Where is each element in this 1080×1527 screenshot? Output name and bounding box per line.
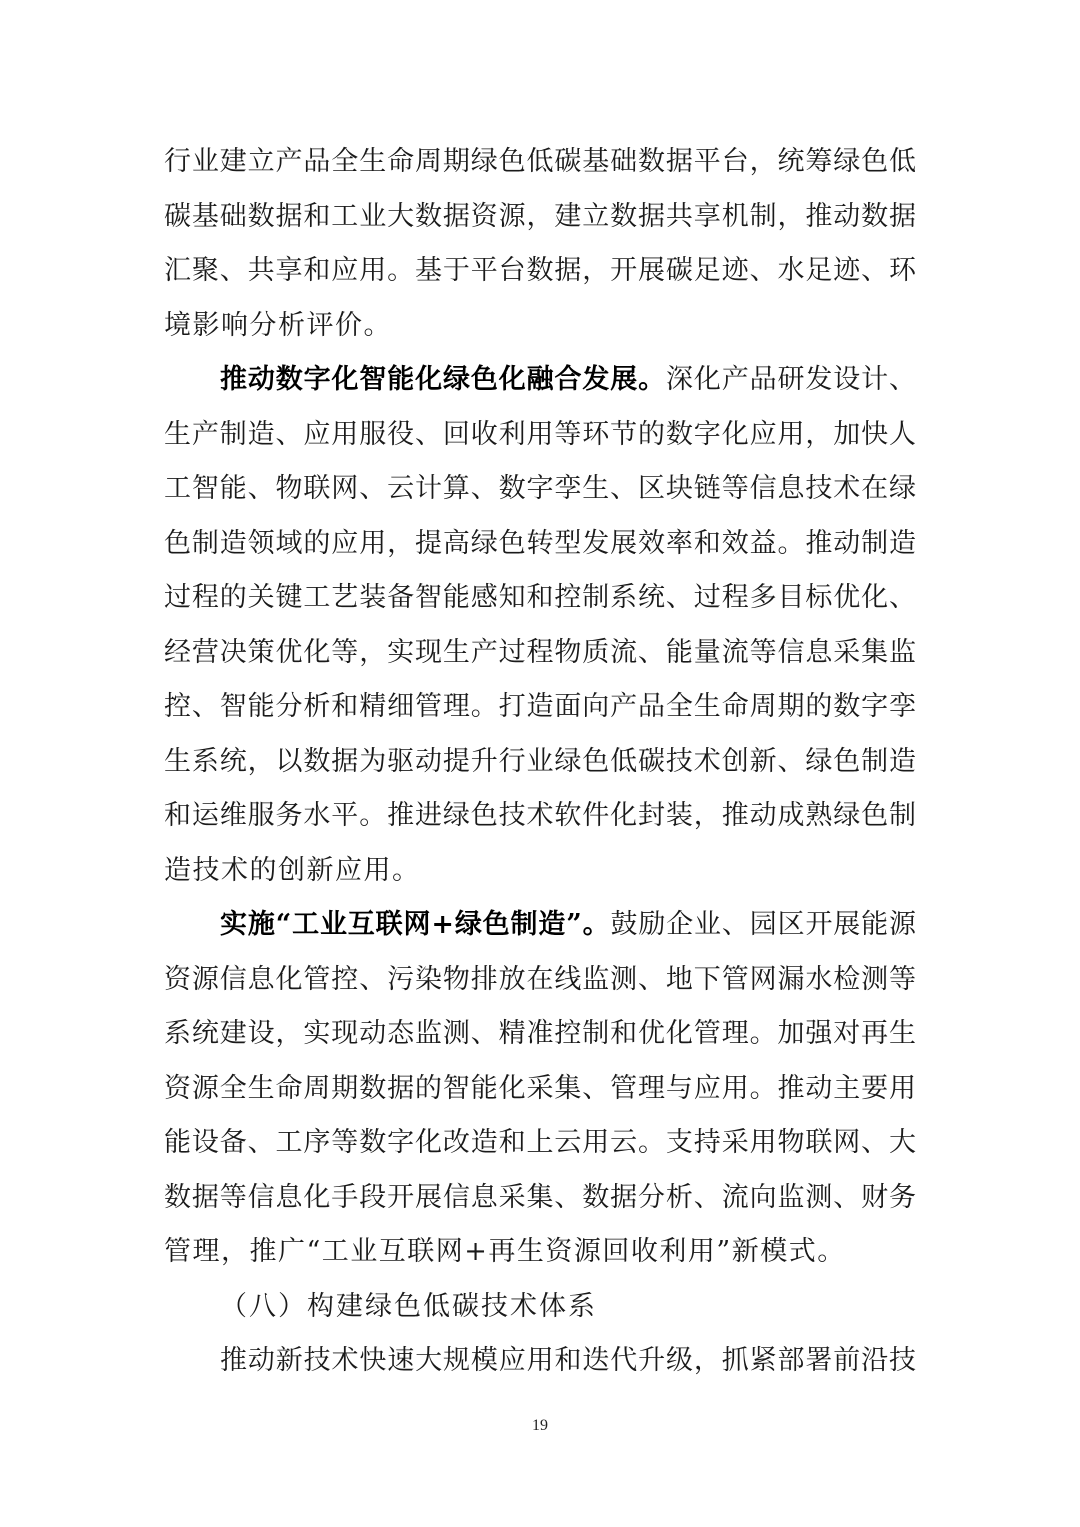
body-text (164, 135, 916, 1389)
paragraph-text: 深化产品研发设计、 (666, 364, 916, 395)
paragraph-first-line (164, 898, 916, 953)
paragraph-line: 和运维服务水平。推进绿色技术软件化封装，推动成熟绿色制 (164, 800, 916, 831)
paragraph-line: 控、智能分析和精细管理。打造面向产品全生命周期的数字孪 (164, 691, 916, 722)
paragraph-line: 行业建立产品全生命周期绿色低碳基础数据平台，统筹绿色低 (164, 146, 916, 177)
paragraph-line: 管理，推广“工业互联网+再生资源回收利用”新模式。 (164, 1236, 846, 1267)
page-number: 19 (532, 1417, 548, 1434)
paragraph-line: 过程的关键工艺装备智能感知和控制系统、过程多目标优化、 (164, 582, 916, 613)
bold-lead-text: 推动数字化智能化绿色化融合发展。 (220, 364, 666, 395)
paragraph-line: 生系统，以数据为驱动提升行业绿色低碳技术创新、绿色制造 (164, 745, 916, 777)
paragraph-line: 造技术的创新应用。 (164, 854, 421, 886)
paragraph-line: 生产制造、应用服役、回收利用等环节的数字化应用，加快人 (164, 418, 916, 450)
section-heading: （八）构建绿色低碳技术体系 (220, 1290, 597, 1322)
paragraph-first-line (164, 353, 916, 408)
paragraph-text: 鼓励企业、园区开展能源 (610, 909, 917, 940)
paragraph-line: 数据等信息化手段开展信息采集、数据分析、流向监测、财务 (164, 1181, 916, 1213)
paragraph-line: 汇聚、共享和应用。基于平台数据，开展碳足迹、水足迹、环 (164, 255, 916, 286)
paragraph-line: 色制造领域的应用，提高绿色转型发展效率和效益。推动制造 (164, 527, 916, 559)
paragraph-line: 工智能、物联网、云计算、数字孪生、区块链等信息技术在绿 (164, 473, 916, 504)
paragraph-line: 境影响分析评价。 (164, 309, 392, 341)
bold-lead-text: 实施“工业互联网+绿色制造”。 (220, 909, 611, 940)
paragraph-first-line: 推动新技术快速大规模应用和迭代升级，抓紧部署前沿技 (220, 1345, 916, 1376)
paragraph-line: 资源全生命周期数据的智能化采集、管理与应用。推动主要用 (164, 1072, 916, 1104)
paragraph-line: 能设备、工序等数字化改造和上云用云。支持采用物联网、大 (164, 1127, 916, 1158)
paragraph-line: 系统建设，实现动态监测、精准控制和优化管理。加强对再生 (164, 1018, 916, 1049)
paragraph-line: 碳基础数据和工业大数据资源，建立数据共享机制，推动数据 (164, 200, 916, 232)
paragraph-line: 资源信息化管控、污染物排放在线监测、地下管网漏水检测等 (164, 963, 916, 995)
paragraph-line: 经营决策优化等，实现生产过程物质流、能量流等信息采集监 (164, 636, 916, 668)
